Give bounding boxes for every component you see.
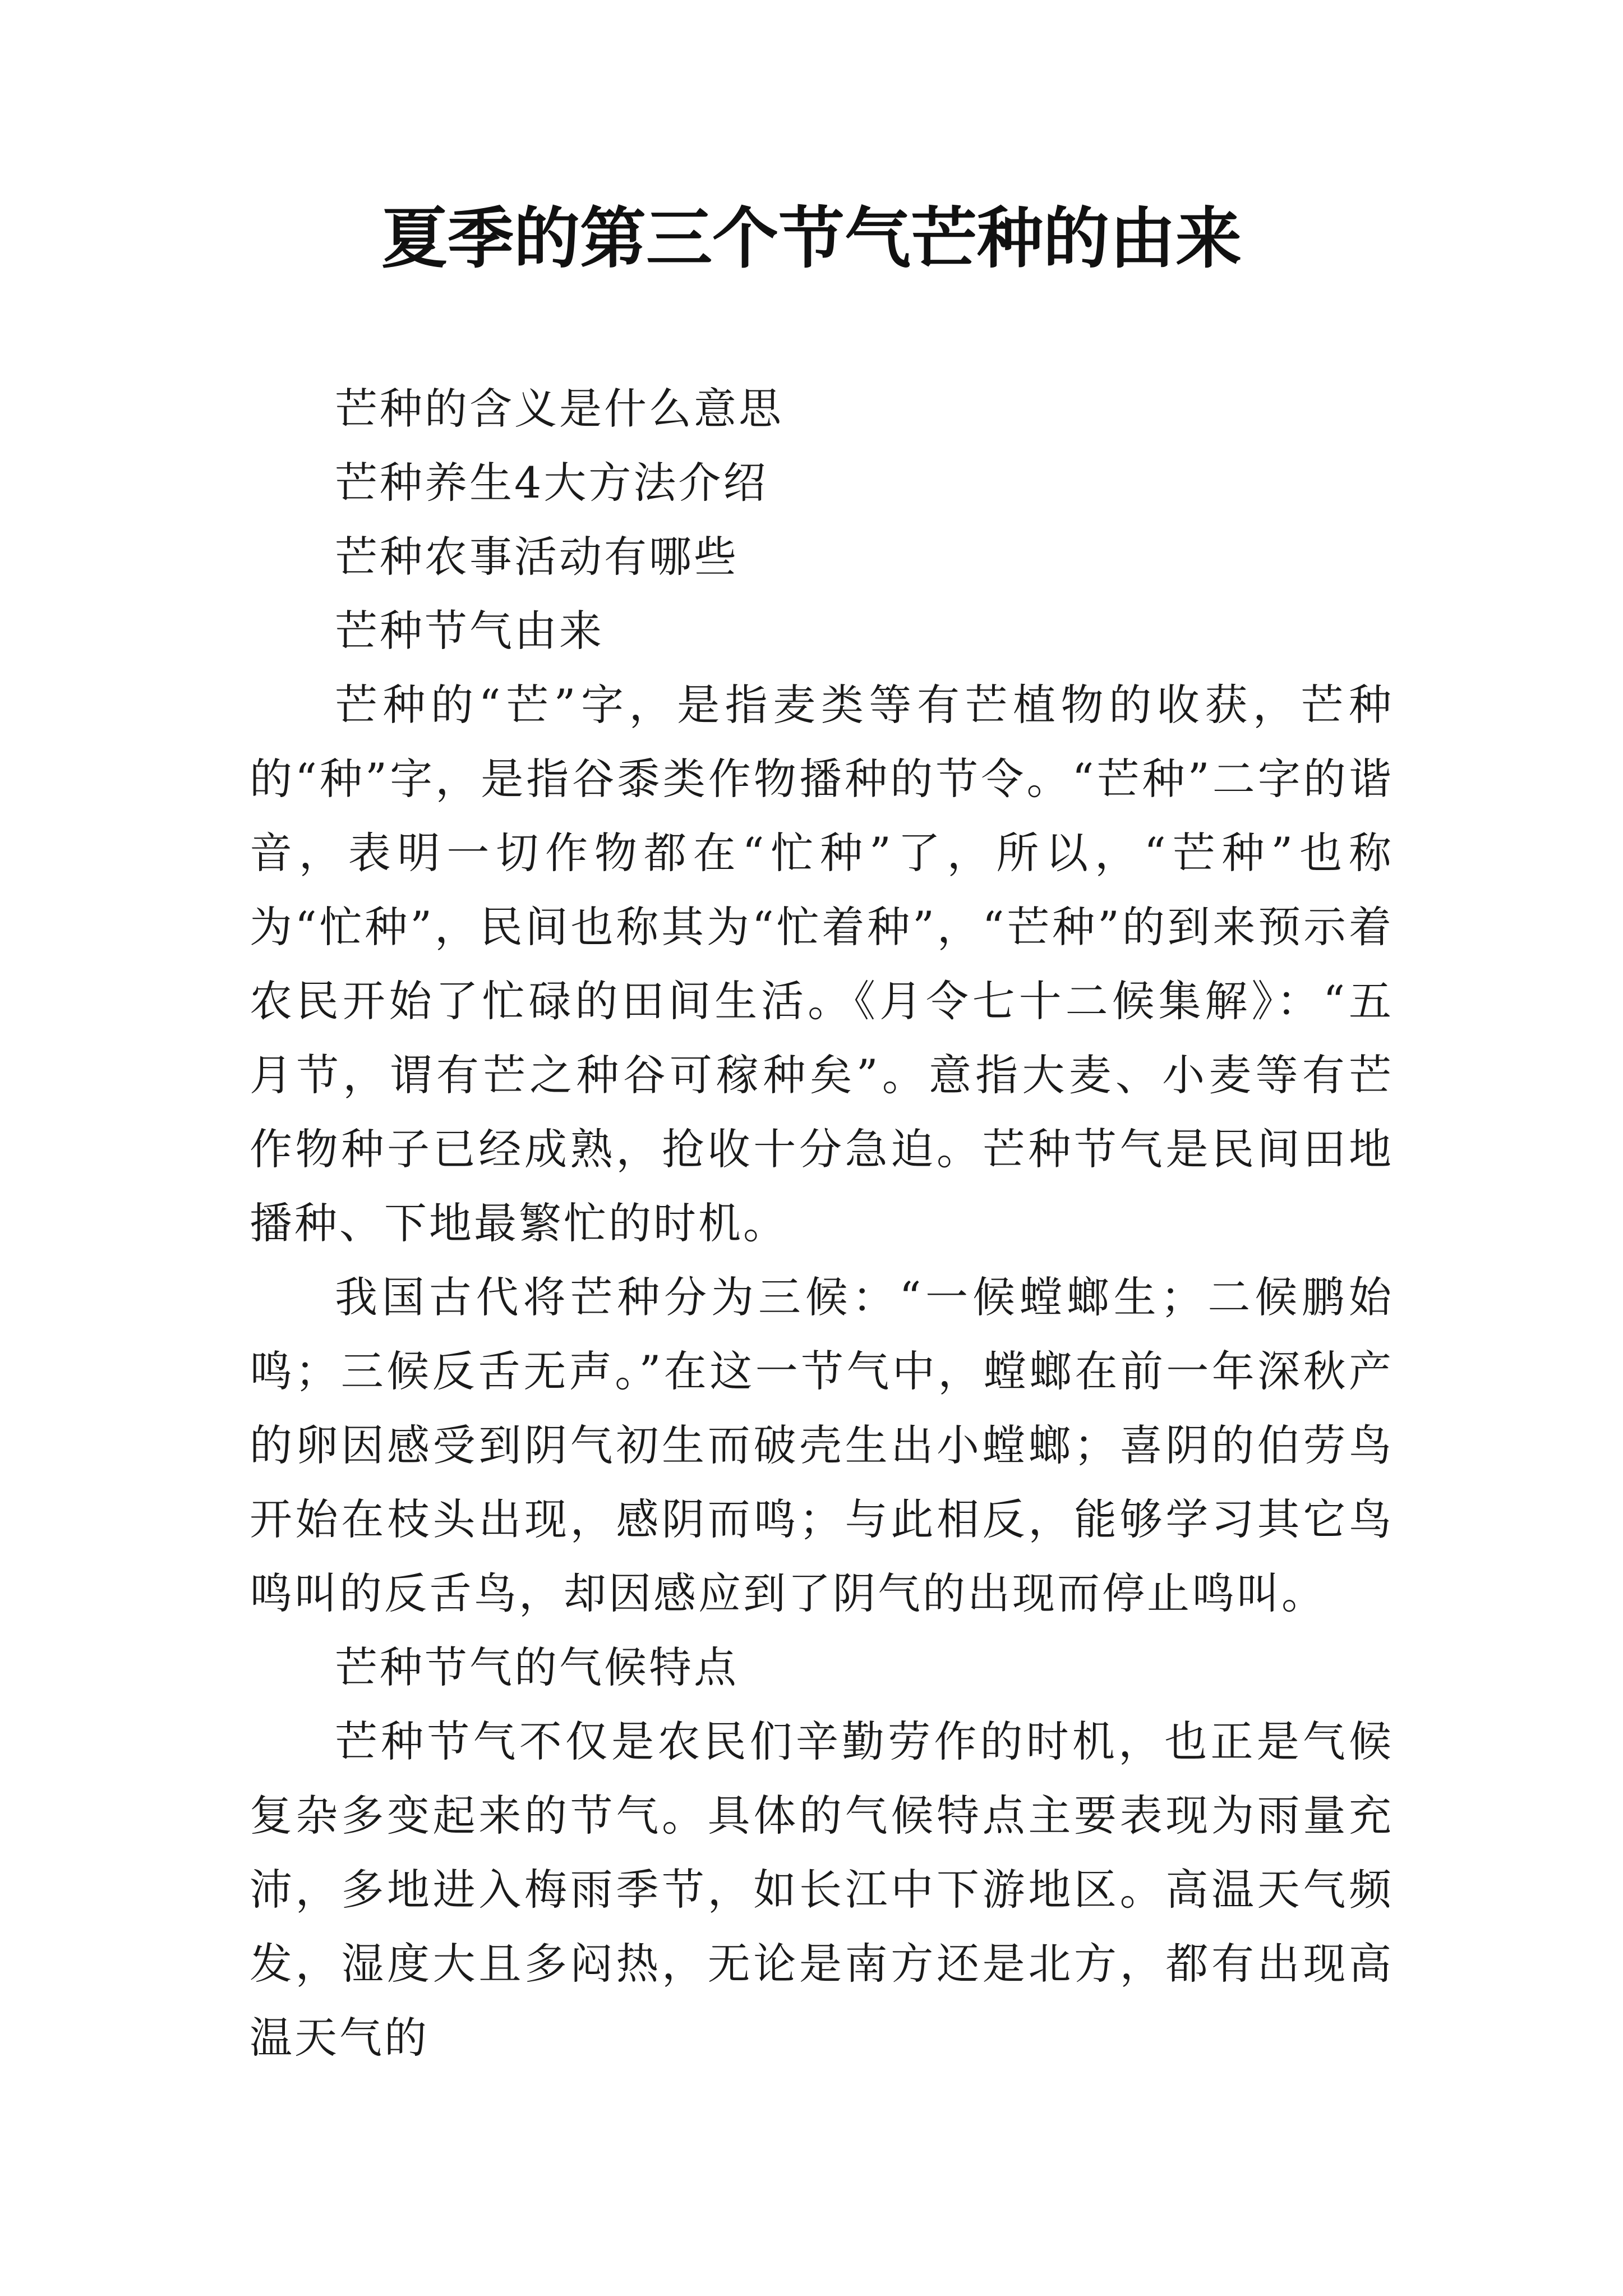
document-body bbox=[250, 372, 1394, 2075]
heading-origin: 芒种节气由来 bbox=[335, 606, 604, 656]
heading-farming-activities: 芒种农事活动有哪些 bbox=[335, 532, 739, 582]
paragraph-climate-text: 芒种节气不仅是农民们辛勤劳作的时机，也正是气候复杂多变起来的节气。具体的气候特点主要表现为雨量充沛，多地进入梅雨季节，如长江中下游地区。高温天气频发，湿度大且多闷热，无论是南方还是北方，都有出现高温天气的 bbox=[250, 1717, 1394, 2063]
heading-meaning: 芒种的含义是什么意思 bbox=[335, 384, 783, 434]
paragraph-three-phases: 我国古代将芒种分为三候：“一候螳螂生；二候鹏始鸣；三候反舌无声。”在这一节气中，螳螂在前一年深秋产的卵因感受到阴气初生而破壳生出小螳螂；喜阴的伯劳鸟开始在枝头出现，感阴而鸣；与此相反，能够学习其它鸟鸣叫的反舌鸟，却因感应到了阴气的出现而停止鸣叫。 bbox=[250, 1272, 1394, 1618]
heading-climate: 芒种节气的气候特点 bbox=[335, 1642, 739, 1692]
heading-health-methods: 芒种养生4大方法介绍 bbox=[335, 458, 768, 508]
paragraph-origin-text: 芒种的“芒”字，是指麦类等有芒植物的收获，芒种的“种”字，是指谷黍类作物播种的节令。“芒种”二字的谐音，表明一切作物都在“忙种”了，所以，“芒种”也称为“忙种”，民间也称其为“忙着种”，“芒种”的到来预示着农民开始了忙碌的田间生活。《月令七十二候集解》：“五月节，谓有芒之种谷可稼种矣”。意指大麦、小麦等有芒作物种子已经成熟，抢收十分急迫。芒种节气是民间田地播种、下地最繁忙的时机。 bbox=[250, 680, 1394, 1248]
document-title: 夏季的第三个节气芒种的由来 bbox=[381, 199, 1242, 277]
